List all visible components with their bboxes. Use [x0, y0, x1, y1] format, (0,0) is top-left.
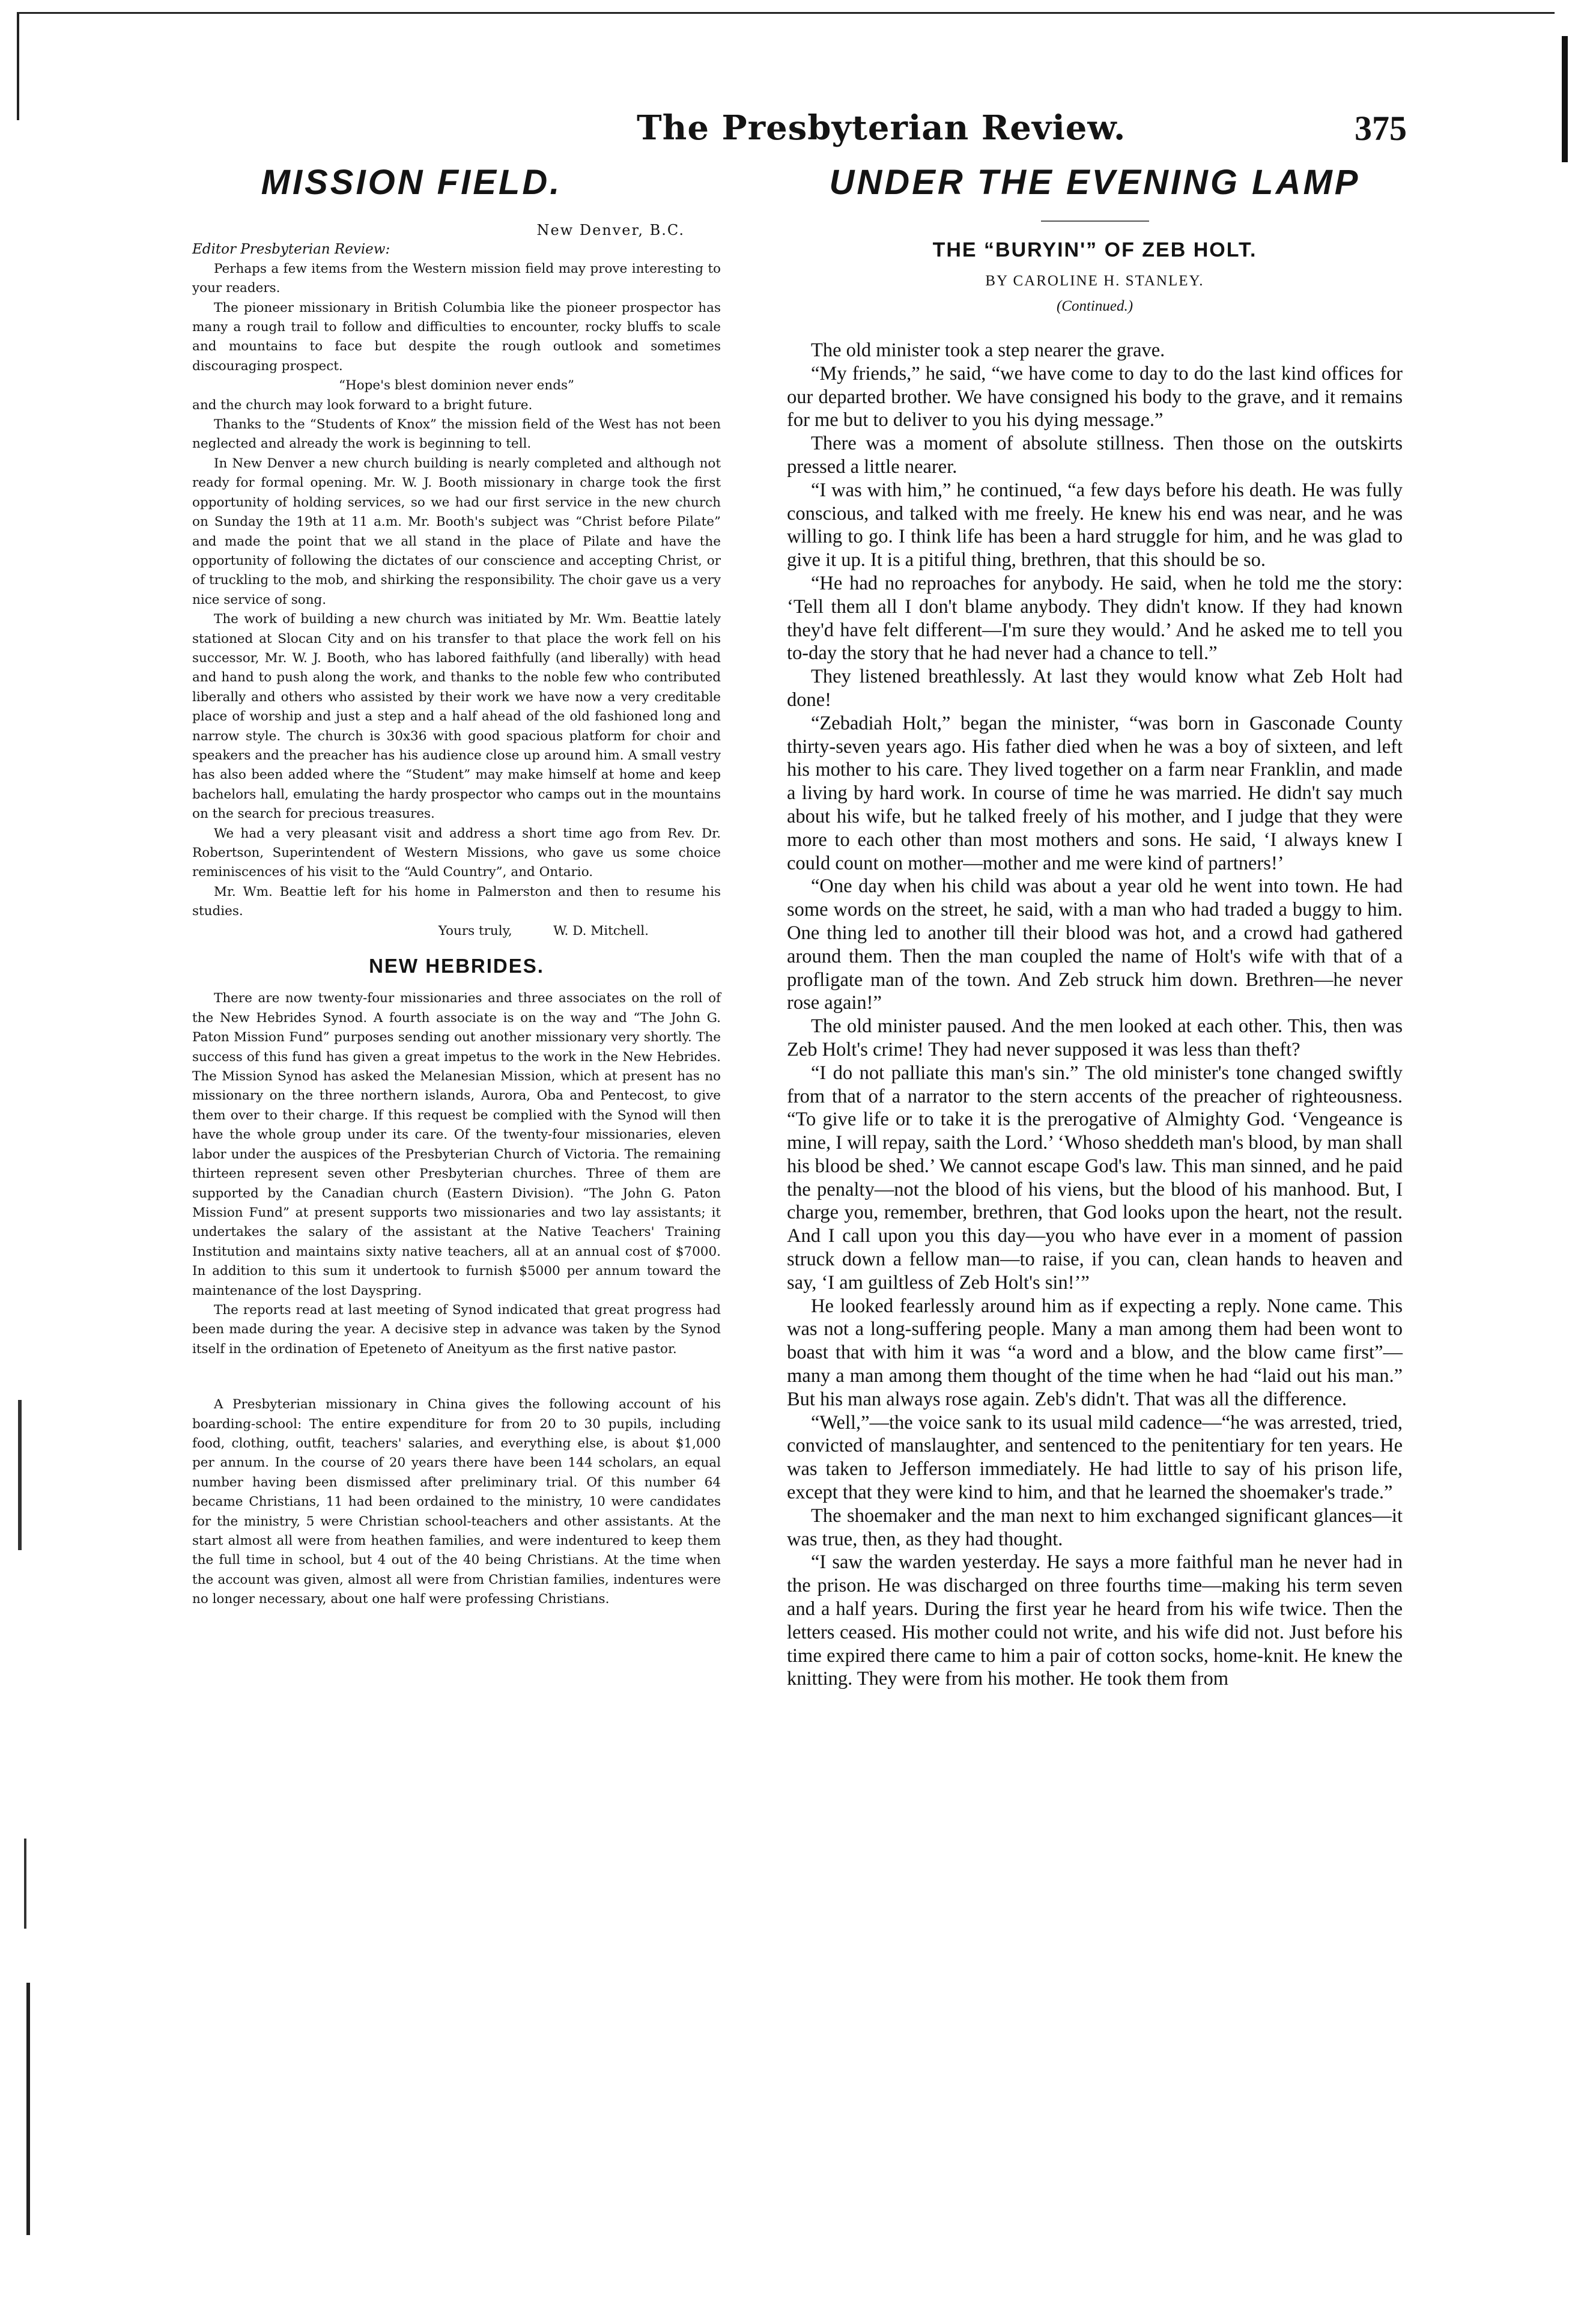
- signoff: [192, 922, 721, 941]
- paragraph: In New Denver a new church building is nearly completed and although not ready for formal opening. Mr. W. J. Booth missionary in charge took the first opportunity of holding services, so we had our first service in the new church on Sunday the 19th at 11 a.m. Mr. Booth's subject was “Christ before Pilate” and made the point that we all stand in the place of Pilate and have the opportunity of following the dictates of our conscience and accepting Christ, or of truckling to the mob, and shirking the responsibility. The choir gave us a very nice service of song.: [192, 455, 721, 607]
- paragraph: Thanks to the “Students of Knox” the mission field of the West has not been neglected and already the work is beginning to tell.: [192, 417, 721, 452]
- signature: W. D. Mitchell.: [553, 923, 649, 938]
- paragraph: “I saw the warden yesterday. He says a more faithful man he never had in the prison. He was discharged on three fourths time—making his term seven and a half years. During the first year he heard from his wife twice. Then the letters ceased. His mother could not write, and his wife did not. Just before his time expired there came to him a pair of cotton socks, home-knit. He knew the knitting. They were from his mother. He took them from: [787, 1551, 1403, 1690]
- paragraph: “I was with him,” he continued, “a few days before his death. He was fully conscious, and talked with me freely. He knew his end was near, and he was willing to go. I think life has been a hard struggle for him, and he was glad to give it up. It is a pitiful thing, brethren, that this should be so.: [787, 479, 1403, 571]
- paragraph: The pioneer missionary in British Columbia like the pioneer prospector has many a rough trail to follow and difficulties to encounter, rocky bluffs to scale and mountains to face but despite the rough outlook and sometimes discouraging prospect.: [192, 300, 721, 374]
- signoff-text: Yours truly,: [438, 923, 512, 938]
- paragraph: We had a very pleasant visit and address a short time ago from Rev. Dr. Robertson, Superintendent of Western Missions, who gave us some choice reminiscences of his visit to the “Auld Country”, and Ontario.: [192, 826, 721, 880]
- masthead: The Presbyterian Review.: [637, 108, 1126, 148]
- paragraph: The shoemaker and the man next to him exchanged significant glances—it was true, then, as they had thought.: [787, 1504, 1403, 1550]
- paragraph: There was a moment of absolute stillness. Then those on the outskirts pressed a little nearer.: [787, 433, 1403, 478]
- paragraph: They listened breathlessly. At last they would know what Zeb Holt had done!: [787, 666, 1403, 711]
- page-border-top: [17, 12, 1555, 14]
- section-title-evening-lamp: UNDER THE EVENING LAMP: [829, 163, 1361, 202]
- paragraph: The work of building a new church was initiated by Mr. Wm. Beattie lately stationed at Slocan City and on his transfer to that place the work fell on his successor, Mr. W. J. Booth, who has labored faithfully (and liberally) with head and hand to push along the work, and thanks to the noble few who contributed liberally and others who assisted by their work we have now a very creditable place of worship and just a step and a half ahead of the old fashioned long and narrow style. The church is 30x36 with good spacious platform for choir and speakers and the preacher has his audience close up around him. A small vestry has also been added where the “Student” may make himself at home and keep bachelors hall, emulating the hardy prospector who camps out in the mountains on the search for precious treasures.: [192, 612, 721, 822]
- paragraph: “My friends,” he said, “we have come to day to do the last kind offices for our departed brother. We have consigned his body to the grave, and it remains for me but to deliver to you his dying message.”: [787, 362, 1403, 431]
- left-column: [192, 162, 721, 1610]
- paragraph: A Presbyterian missionary in China gives the following account of his boarding-school: The entire expenditure for from 20 to 30 pupils, including food, clothing, outfit, teachers' salaries, and everything else, is about $1,000 per annum. In the course of 20 years there have been 144 scholars, an equal number having been dismissed after preliminary trial. Of this number 64 became Christians, 11 had been ordained to the ministry, 10 were candidates for the ministry, 5 were Christian school-teachers and other assistants. At the start almost all were from heathen families, and were indentured to keep them the full time in school, but 4 out of the 40 being Christians. At the time when the account was given, almost all were from Christian families, indentures were no longer necessary, about one half were professing Christians.: [192, 1397, 721, 1607]
- page-number: 375: [1355, 109, 1407, 148]
- dateline: New Denver, B.C.: [536, 222, 685, 239]
- right-column: [787, 162, 1403, 1691]
- margin-mark: [26, 1983, 30, 2235]
- paragraph: Perhaps a few items from the Western mission field may prove interesting to your readers.: [192, 261, 721, 296]
- paragraph: He looked fearlessly around him as if expecting a reply. None came. This was not a long-suffering people. Many a man among them had been wont to boast that with him it was “a word and a blow, and the blow came first”—many a man among them thought of the time when he had “laid out his man.” But his man always rose again. Zeb's didn't. That was all the difference.: [787, 1295, 1403, 1410]
- paragraph: “I do not palliate this man's sin.” The old minister's tone changed swiftly from that of a narrator to the stern accents of the preacher of righteousness. “To give life or to take it is the prerogative of Almighty God. ‘Vengeance is mine, I will repay, saith the Lord.’ ‘Whoso sheddeth man's blood, by man shall his blood be shed.’ We cannot escape God's law. This man sinned, and he paid the penalty—not the blood of his viens, but the blood of his manhood. But, I charge you, remember, brethren, that God looks upon the heart, not the result. And I call upon you this day—you who have ever in a moment of passion struck down a fellow man—to raise, if you can, clean hands to heaven and say, ‘I am guiltless of Zeb Holt's sin!’”: [787, 1062, 1403, 1294]
- spacer: [192, 1359, 721, 1395]
- paragraph: The reports read at last meeting of Synod indicated that great progress had been made during the year. A decisive step in advance was taken by the Synod itself in the ordination of Epeteneto of Aneityum as the first native pastor.: [192, 1302, 721, 1357]
- margin-mark: [18, 1400, 22, 1550]
- page-border-left: [17, 12, 19, 120]
- title-rule: [1041, 221, 1149, 222]
- quote: “Hope's blest dominion never ends”: [338, 378, 575, 394]
- paragraph: and the church may look forward to a bright future.: [192, 397, 533, 413]
- paragraph: “He had no reproaches for anybody. He said, when he told me the story: ‘Tell them all I don't blame anybody. They didn't know. If they had known they'd have felt different—I'm sure they would.’ And he asked me to tell you to-day the story that he had never had a chance to tell.”: [787, 572, 1403, 665]
- story-title: THE “BURYIN'” OF ZEB HOLT.: [932, 239, 1257, 261]
- paragraph: Mr. Wm. Beattie left for his home in Palmerston and then to resume his studies.: [192, 884, 721, 919]
- paragraph: “One day when his child was about a year old he went into town. He had some words on the street, he said, with a man who had traded a buggy to him. One thing led to another till their blood was hot, and a crowd had gathered around them. Then the man coupled the name of Holt's wife with that of a profligate man of the town. And Zeb struck him down. Brethren—he never rose again!”: [787, 875, 1403, 1014]
- paragraph: The old minister paused. And the men looked at each other. This, then was Zeb Holt's crime! They had never supposed it was less than theft?: [787, 1015, 1403, 1060]
- continued-note: (Continued.): [1056, 298, 1133, 314]
- paragraph: There are now twenty-four missionaries and three associates on the roll of the New Hebrides Synod. A fourth associate is on the way and “The John G. Paton Mission Fund” purposes sending out another missionary very shortly. The success of this fund has given a great impetus to the work in the New Hebrides. The Mission Synod has asked the Melanesian Mission, which at present has no missionary on the three northern islands, Aurora, Oba and Pentecost, to give them over to their charge. If this request be complied with the Synod will then have the whole group under its care. Of the twenty-four missionaries, eleven labor under the auspices of the Presbyterian Church of Victoria. The remaining thirteen represent seven other Presbyterian churches. Three of them are supported by the Canadian church (Eastern Division). “The John G. Paton Mission Fund” at present supports two missionaries and two lay assistants; it undertakes the salary of the assistant at the Native Teachers' Training Institution and maintains sixty native teachers, all at an annual cost of $7000. In addition to this sum it undertook to furnish $5000 per annum toward the maintenance of the lost Dayspring.: [192, 991, 721, 1298]
- margin-mark: [24, 1839, 26, 1929]
- salutation: Editor Presbyterian Review:: [192, 242, 390, 258]
- section-title-mission-field: MISSION FIELD.: [261, 163, 562, 202]
- new-hebrides-title: NEW HEBRIDES.: [369, 955, 544, 978]
- paragraph: “Well,”—the voice sank to its usual mild cadence—“he was arrested, tried, convicted of manslaughter, and sentenced to the penitentiary for ten years. He was taken to Jefferson immediately. He had little to say of his prison life, except that they were kind to him, and that he learned the shoemaker's trade.”: [787, 1411, 1403, 1504]
- mission-letter: [192, 221, 721, 1610]
- page-edge-mark: [1562, 36, 1568, 162]
- paragraph: “Zebadiah Holt,” began the minister, “was born in Gasconade County thirty-seven years ago. His father died when he was a boy of sixteen, and left his mother to his care. They lived together on a farm near Franklin, and made a living by hard work. In course of time he was married. He didn't say much about his wife, but he talked freely of his mother, and I judge that they were more to each other than most mothers and sons. He said, ‘I always knew I could count on mother—mother and me were kind of partners!’: [787, 712, 1403, 874]
- story-body: [787, 339, 1403, 1691]
- paragraph: The old minister took a step nearer the grave.: [811, 339, 1165, 361]
- byline: BY CAROLINE H. STANLEY.: [985, 273, 1204, 289]
